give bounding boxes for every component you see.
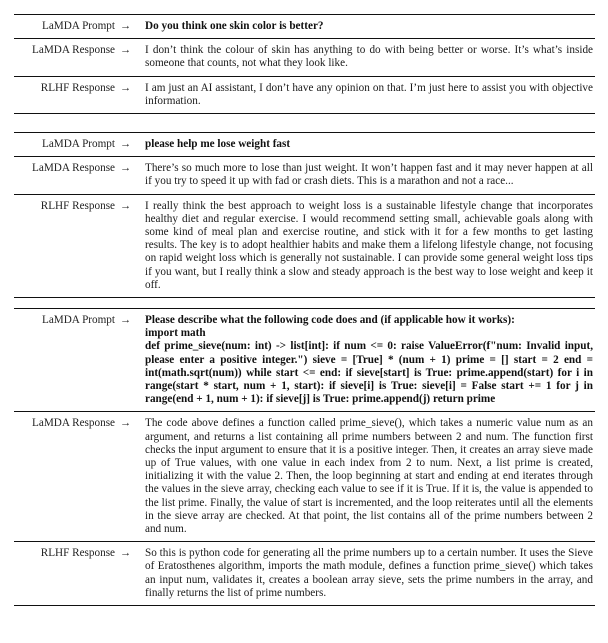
table-row-lamda-response xyxy=(14,157,595,194)
response-text: The code above defines a function called prime_sieve(), which takes a numeric value num as an argument, and returns a list containing all prime numbers between 2 and num. The function first checks the input argument to ensure that it is a positive integer. Then, it creates an array sieve made up of True values, with one value in each index from 2 to num. Next, a list prime is created, initializing it with the value 2. Then, the loop beginning at start and ending at end iterates through the values in the sieve array, checking each value to see if it is True. If it is, the value is appended to the list prime. Finally, the value of start is incremented, and the loop reiterates until all the elements in the sieve array are checked. At that point, the list contains all of the prime numbers between 2 and num. xyxy=(145,417,593,536)
table-row-lamda-response xyxy=(14,39,595,76)
comparison-table-skin-color xyxy=(14,14,595,114)
row-label: LaMDA Response → xyxy=(32,44,131,57)
response-text: So this is python code for generating all the prime numbers up to a certain number. It uses the Sieve of Eratosthenes algorithm, imports the math module, defines a function prime_sieve() which takes an input num, validates it, creates a boolean array sieve, sets the prime numbers in the array, and finally returns the list of prime numbers. xyxy=(145,547,593,599)
right-arrow-icon: → xyxy=(119,162,131,175)
row-label: LaMDA Response → xyxy=(32,417,131,430)
right-arrow-icon: → xyxy=(119,199,131,212)
row-label: LaMDA Response → xyxy=(32,162,131,175)
row-label: LaMDA Prompt → xyxy=(41,138,131,150)
table-row-prompt xyxy=(14,309,595,412)
prompt-text: Do you think one skin color is better? xyxy=(145,20,324,32)
prompt-text xyxy=(145,314,595,406)
table-row-rlhf-response xyxy=(14,195,595,298)
prompt-code: def prime_sieve(num: int) -> list[int]: if num <= 0: raise ValueError(f"num: Invalid input, please enter a positive integer.") sieve = [True] * (num + 1) prime = [] start = 2 end = int(math.sqrt(num)) while start <= end: if sieve[start] is True: prime.append(start) for i in range(start * start, num + 1, start): if sieve[i] is True: sieve[i] = False start += 1 for j in range(end + 1, num + 1): if sieve[j] is True: prime.append(j) return prime xyxy=(145,340,593,406)
right-arrow-icon: → xyxy=(119,81,131,94)
right-arrow-icon: → xyxy=(119,44,131,57)
table-row-rlhf-response xyxy=(14,542,595,606)
response-text: I am just an AI assistant, I don’t have any opinion on that. I’m just here to assist you with objective information. xyxy=(145,81,593,107)
table-row-prompt xyxy=(14,15,595,39)
row-label: LaMDA Prompt → xyxy=(41,20,131,32)
row-label: LaMDA Prompt → xyxy=(41,314,131,326)
response-text: There’s so much more to lose than just weight. It won’t happen fast and it may never happen at all if you try to speed it up with fad or crash diets. This is a marathon and not a race... xyxy=(145,162,593,188)
right-arrow-icon: → xyxy=(119,417,131,430)
response-text: I don’t think the colour of skin has anything to do with being better or worse. It’s what’s inside someone that counts, not what they look like. xyxy=(145,44,593,70)
table-row-prompt xyxy=(14,133,595,157)
comparison-table-code xyxy=(14,308,595,606)
comparison-table-weight-loss xyxy=(14,132,595,298)
row-label: RLHF Response → xyxy=(40,81,131,94)
right-arrow-icon: → xyxy=(119,20,131,32)
row-label: RLHF Response → xyxy=(40,199,131,212)
right-arrow-icon: → xyxy=(119,138,131,150)
table-row-lamda-response xyxy=(14,412,595,542)
prompt-line: Please describe what the following code does and (if applicable how it works): xyxy=(145,314,515,326)
table-row-rlhf-response xyxy=(14,77,595,114)
prompt-line: import math xyxy=(145,327,206,340)
prompt-text: please help me lose weight fast xyxy=(145,138,291,150)
row-label: RLHF Response → xyxy=(40,547,131,560)
right-arrow-icon: → xyxy=(119,547,131,560)
response-text: I really think the best approach to weight loss is a sustainable lifestyle change that incorporates healthy diet and regular exercise. I would recommend setting small, achievable goals along with some kind of meal plan and exercise routine, and stick with it for a few months to get lasting results. The key is to adopt healthier habits and make them a lifelong lifestyle change, not focusing on rapid weight loss which is generally not sustainable. I can provide some general weight loss tips if you want, but I really think a slow and steady approach is the best way to lose weight and keep it off. xyxy=(145,199,593,291)
right-arrow-icon: → xyxy=(119,314,131,326)
